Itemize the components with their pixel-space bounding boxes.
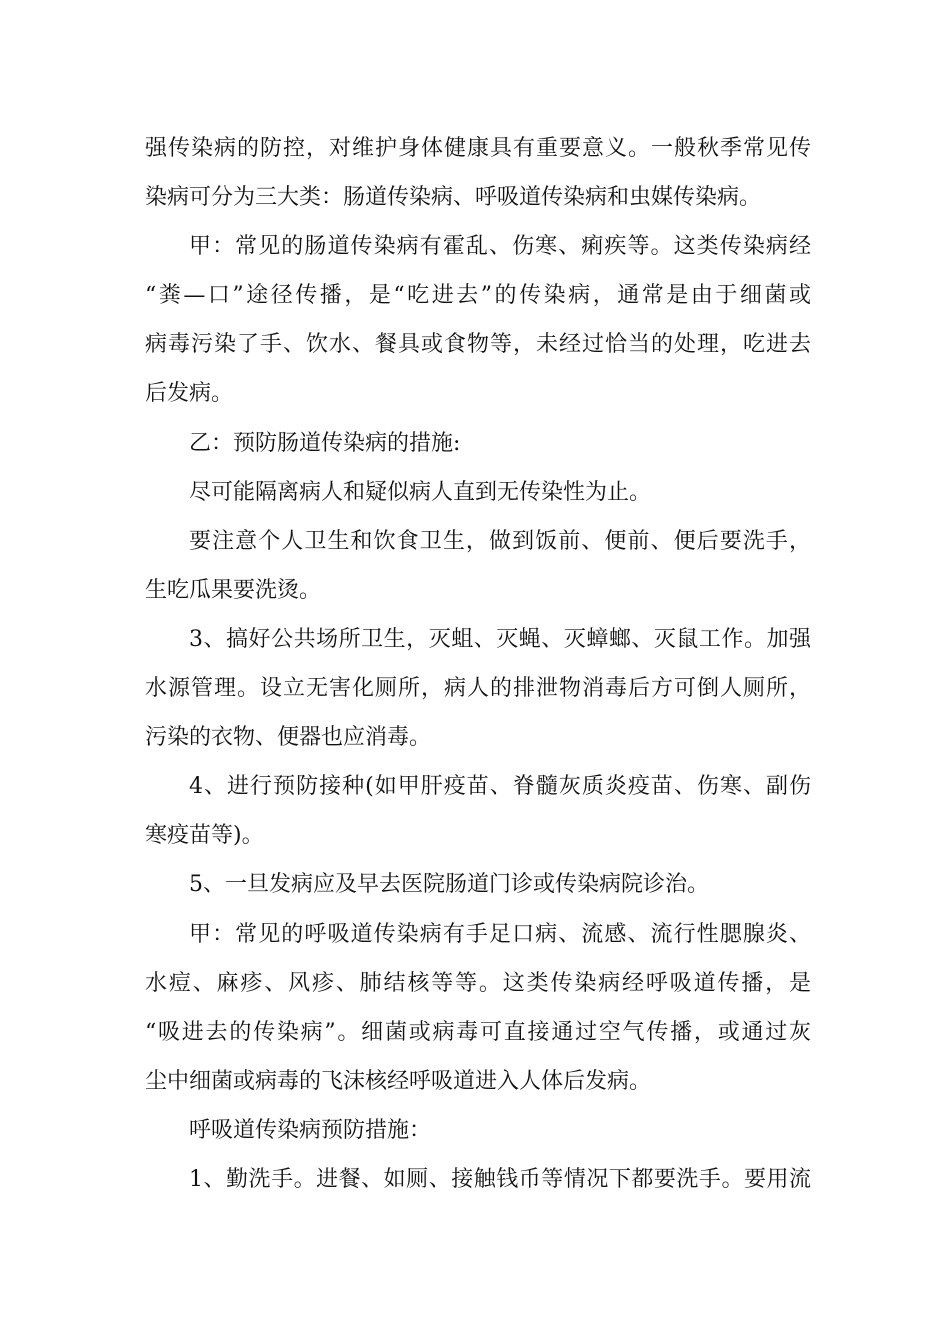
text-line: 强传染病的防控，对维护身体健康具有重要意义。一般秋季常见传 bbox=[145, 136, 811, 161]
text-line: 后发病。 bbox=[145, 381, 234, 407]
text-line: 甲：常见的呼吸道传染病有手足口病、流感、流行性腮腺炎、 bbox=[189, 921, 811, 947]
text-line: 3、搞好公共场所卫生，灭蛆、灭蝇、灭蟑螂、灭鼠工作。加强 bbox=[189, 626, 811, 652]
text-line: 1、勤洗手。进餐、如厕、接触钱币等情况下都要洗手。要用流 bbox=[189, 1166, 811, 1192]
text-line: 生吃瓜果要洗烫。 bbox=[145, 577, 322, 603]
text-line: 寒疫苗等)。 bbox=[145, 823, 264, 849]
text-line: 水源管理。设立无害化厕所，病人的排泄物消毒后方可倒人厕所， bbox=[145, 676, 811, 702]
text-line: 乙：预防肠道传染病的措施: bbox=[189, 430, 461, 456]
text-line: 病毒污染了手、饮水、餐具或食物等，未经过恰当的处理，吃进去 bbox=[145, 332, 811, 358]
document-body bbox=[145, 124, 811, 1204]
text-line: 尘中细菌或病毒的飞沫核经呼吸道进入人体后发病。 bbox=[145, 1068, 652, 1094]
text-line: 4、进行预防接种(如甲肝疫苗、脊髓灰质炎疫苗、伤寒、副伤 bbox=[189, 774, 811, 800]
text-line: “粪—口”途径传播，是“吃进去”的传染病，通常是由于细菌或 bbox=[145, 283, 811, 309]
text-line: 要注意个人卫生和饮食卫生，做到饭前、便前、便后要洗手， bbox=[189, 528, 811, 554]
text-line: 尽可能隔离病人和疑似病人直到无传染性为止。 bbox=[189, 479, 652, 505]
text-line: 污染的衣物、便器也应消毒。 bbox=[145, 725, 432, 751]
text-line: 水痘、麻疹、风疹、肺结核等等。这类传染病经呼吸道传播，是 bbox=[145, 970, 811, 996]
text-line: 呼吸道传染病预防措施： bbox=[189, 1117, 432, 1143]
text-line: 甲：常见的肠道传染病有霍乱、伤寒、痢疾等。这类传染病经 bbox=[189, 234, 811, 260]
text-line: “吸进去的传染病”。细菌或病毒可直接通过空气传播，或通过灰 bbox=[145, 1019, 811, 1045]
text-line: 染病可分为三大类：肠道传染病、呼吸道传染病和虫媒传染病。 bbox=[145, 185, 762, 211]
text-line: 5、一旦发病应及早去医院肠道门诊或传染病院诊治。 bbox=[189, 872, 709, 898]
